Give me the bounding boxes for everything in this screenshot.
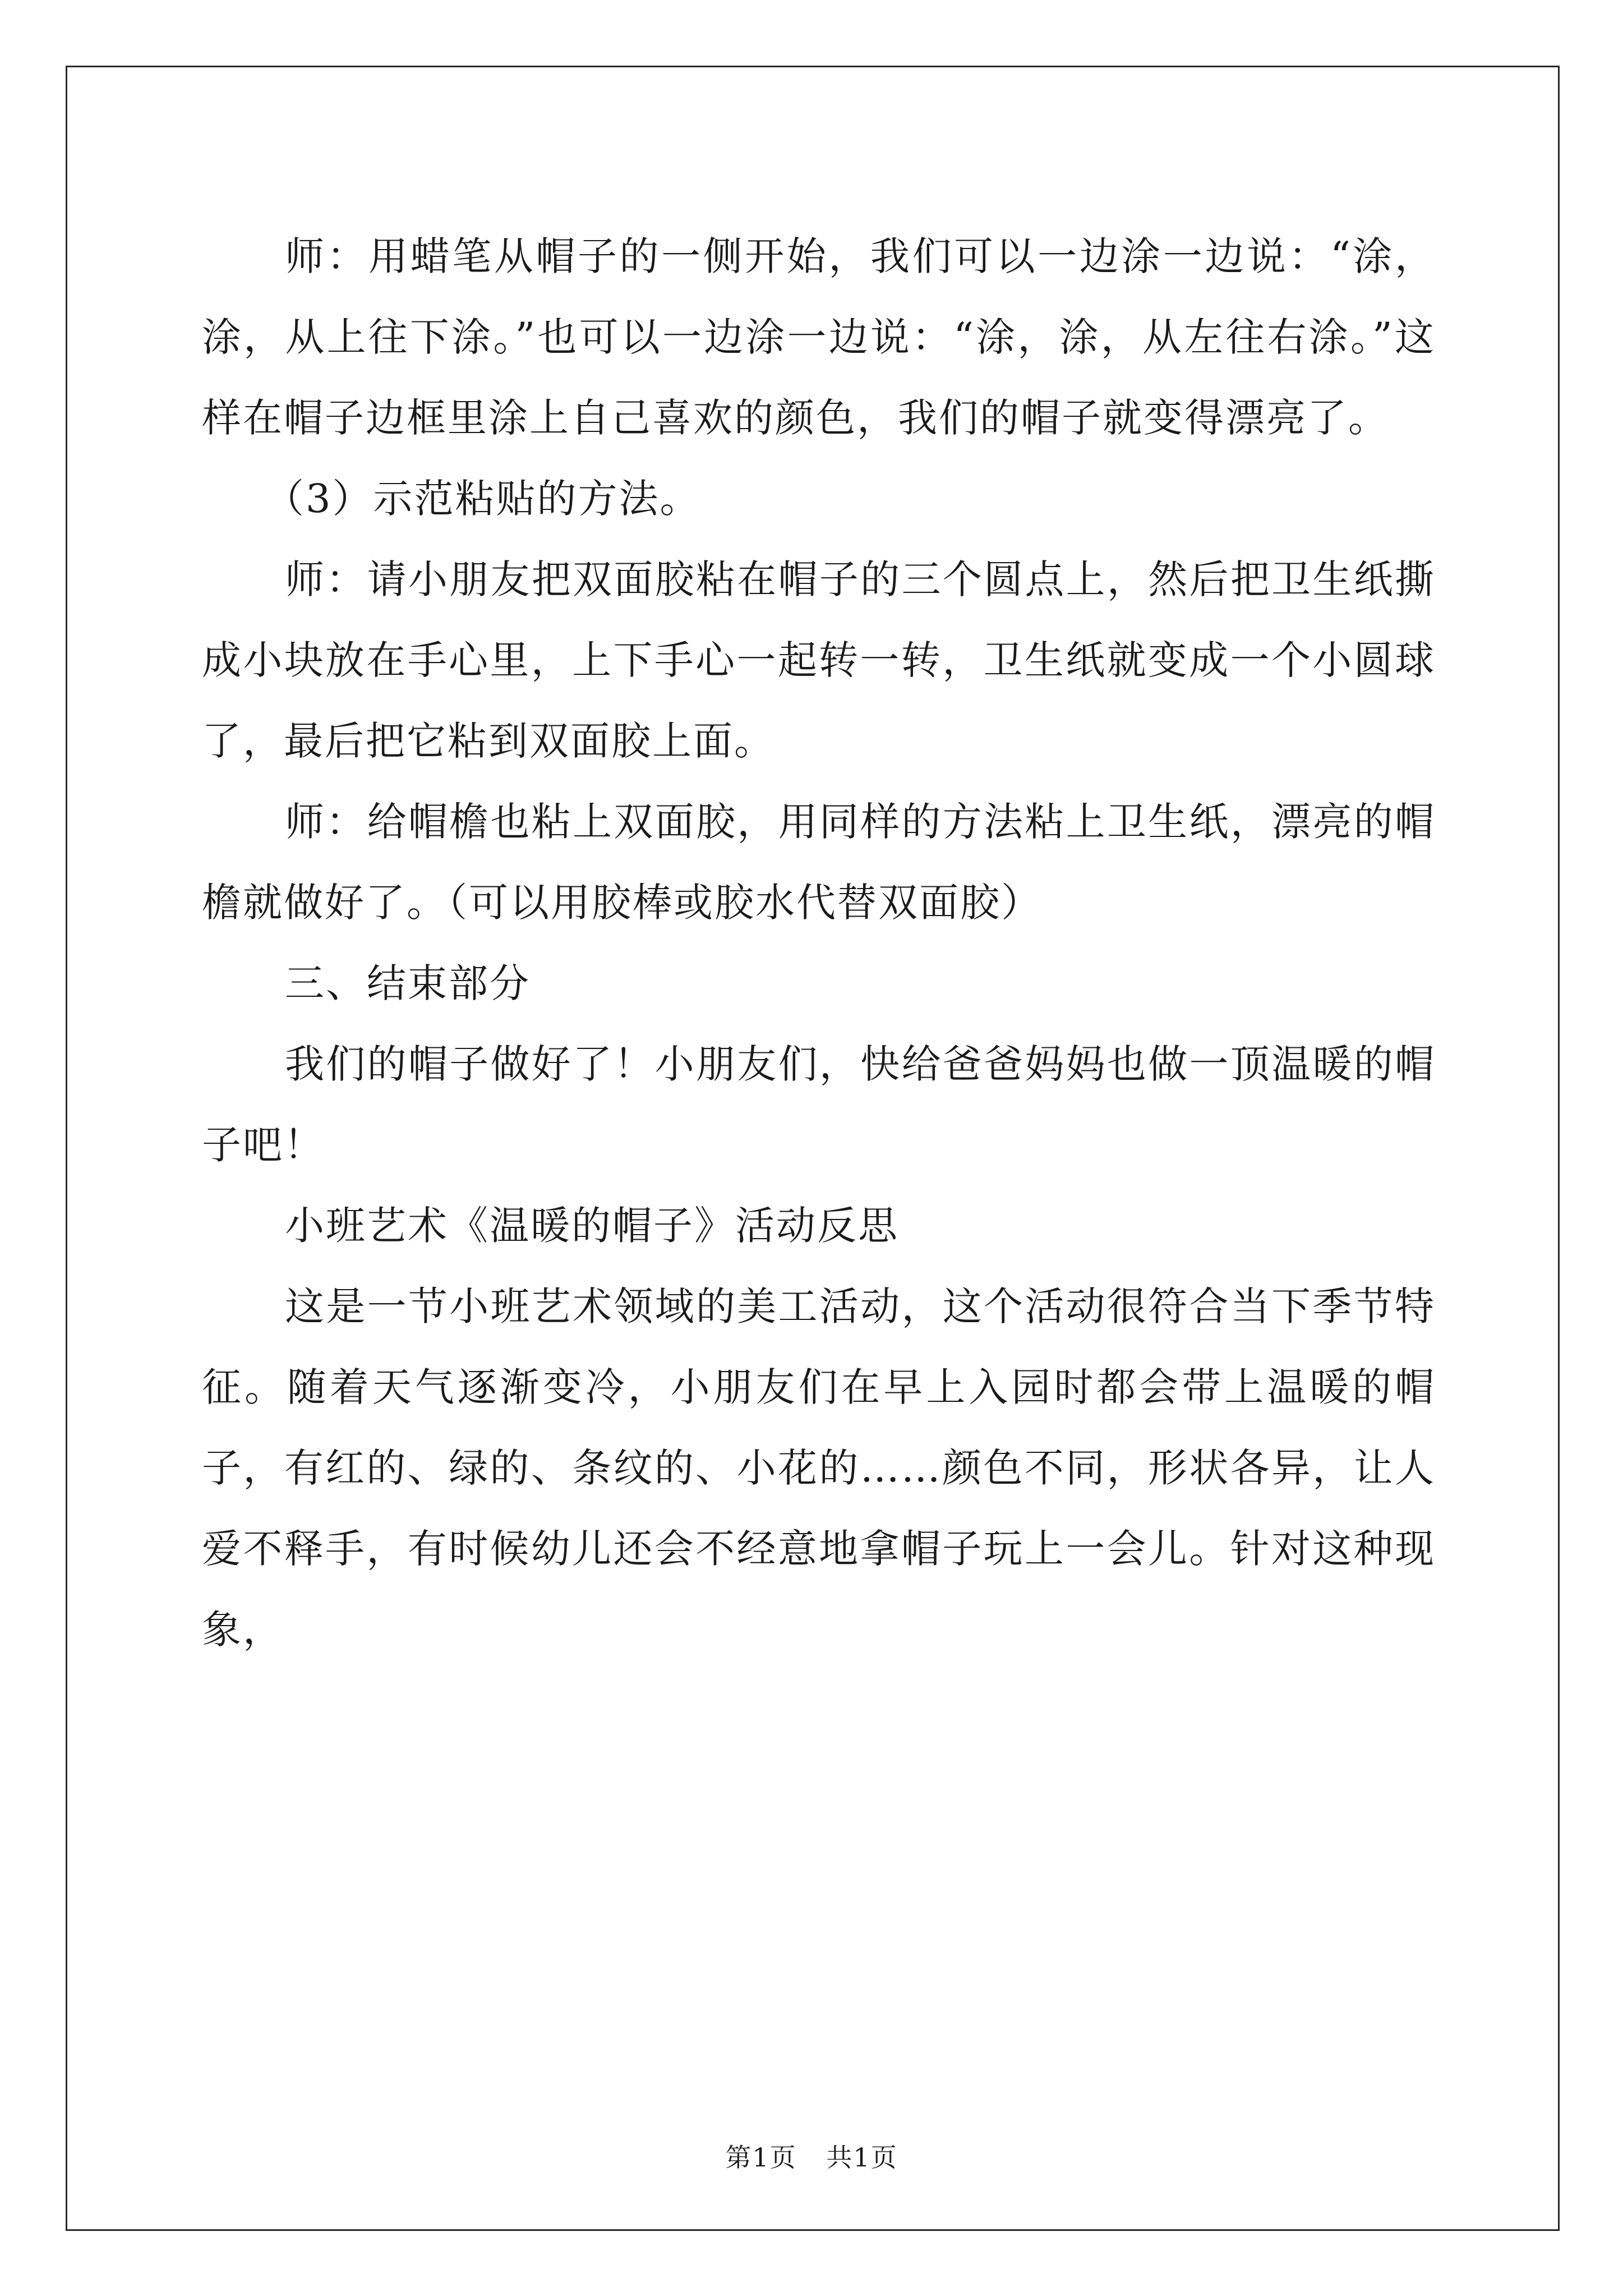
paragraph-step-3: （3）示范粘贴的方法。 bbox=[265, 476, 701, 522]
reflection-title: 小班艺术《温暖的帽子》活动反思 bbox=[285, 1203, 899, 1249]
page-footer bbox=[0, 2137, 1623, 2174]
paragraph-teacher-brim: 师：给帽檐也粘上双面胶，用同样的方法粘上卫生纸，漂亮的帽檐就做好了。（可以用胶棒或胶水代替双面胶） bbox=[202, 799, 1436, 926]
paragraph-teacher-crayon: 师：用蜡笔从帽子的一侧开始，我们可以一边涂一边说：“涂，涂，从上往下涂。”也可以一边涂一边说：“涂，涂，从左往右涂。”这样在帽子边框里涂上自己喜欢的颜色，我们的帽子就变得漂亮了。 bbox=[202, 233, 1436, 441]
document-body bbox=[202, 216, 1436, 1670]
page-number: 第1页 bbox=[725, 2142, 797, 2173]
paragraph-hats-done: 我们的帽子做好了！小朋友们，快给爸爸妈妈也做一顶温暖的帽子吧！ bbox=[202, 1041, 1436, 1168]
page-total: 共1页 bbox=[826, 2142, 898, 2173]
paragraph-teacher-tape: 师：请小朋友把双面胶粘在帽子的三个圆点上，然后把卫生纸撕成小块放在手心里，上下手心一起转一转，卫生纸就变成一个小圆球了，最后把它粘到双面胶上面。 bbox=[202, 556, 1436, 764]
section-heading-ending: 三、结束部分 bbox=[285, 960, 531, 1006]
paragraph-reflection: 这是一节小班艺术领域的美工活动，这个活动很符合当下季节特征。随着天气逐渐变冷，小朋友们在早上入园时都会带上温暖的帽子，有红的、绿的、条纹的、小花的……颜色不同，形状各异，让人爱不释手，有时候幼儿还会不经意地拿帽子玩上一会儿。针对这种现象， bbox=[202, 1283, 1436, 1653]
